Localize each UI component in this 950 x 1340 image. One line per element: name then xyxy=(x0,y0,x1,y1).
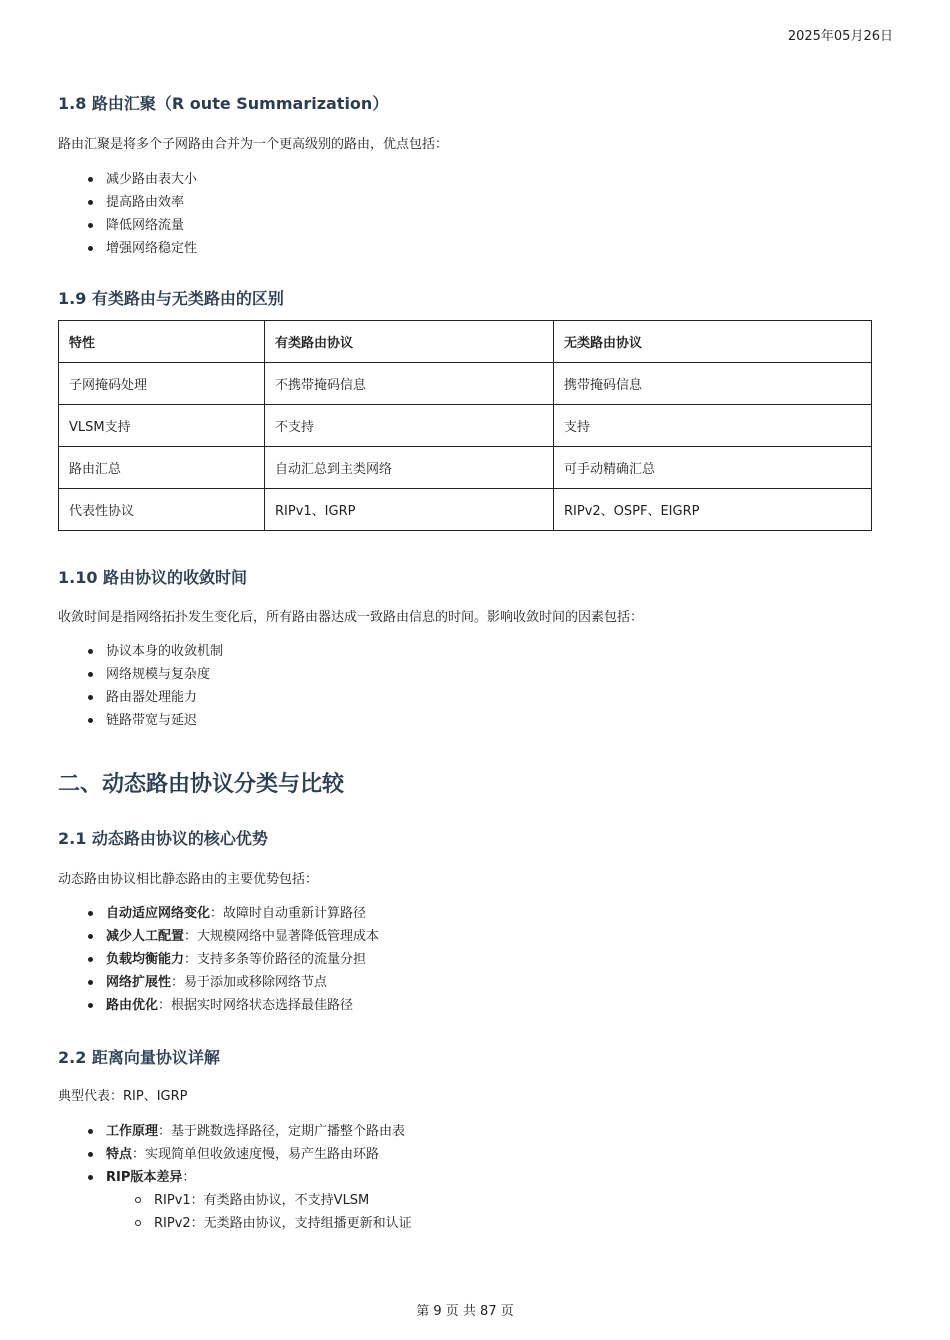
section-heading-1-8: 1.8 路由汇聚（R oute Summarization） xyxy=(58,94,389,113)
table-row xyxy=(59,363,872,405)
table-header-cell: 特性 xyxy=(59,321,265,363)
item-text: ：易于添加或移除网络节点 xyxy=(171,975,328,990)
page-number-footer: 第 9 页 共 87 页 xyxy=(416,1304,514,1319)
list-item: 链路带宽与延迟 xyxy=(58,709,223,732)
item-text: ： xyxy=(182,1170,196,1185)
item-label: 自动适应网络变化 xyxy=(106,906,211,921)
list-item xyxy=(58,1166,405,1189)
item-label: 减少人工配置 xyxy=(106,929,185,944)
bullet-list-2-1 xyxy=(58,902,379,1017)
table-cell: 可手动精确汇总 xyxy=(554,447,872,489)
table-row xyxy=(59,447,872,489)
section-intro-2-2: 典型代表：RIP、IGRP xyxy=(58,1089,188,1104)
item-text: ：大规模网络中显著降低管理成本 xyxy=(184,929,380,944)
item-text: ：基于跳数选择路径，定期广播整个路由表 xyxy=(158,1124,406,1139)
sub-list-item: RIPv1：有类路由协议，不支持VLSM xyxy=(58,1189,412,1212)
item-label: 负载均衡能力 xyxy=(106,952,185,967)
section-heading-2-1: 2.1 动态路由协议的核心优势 xyxy=(58,829,268,848)
list-item: 路由器处理能力 xyxy=(58,686,223,709)
table-cell: 子网掩码处理 xyxy=(59,363,265,405)
list-item xyxy=(58,994,379,1017)
item-label: 路由优化 xyxy=(106,998,159,1013)
item-label: 特点 xyxy=(106,1147,133,1162)
table-header-row xyxy=(59,321,872,363)
table-cell: RIPv2、OSPF、EIGRP xyxy=(554,489,872,531)
table-cell: 不支持 xyxy=(265,405,554,447)
list-item xyxy=(58,948,379,971)
list-item xyxy=(58,925,379,948)
list-item: 增强网络稳定性 xyxy=(58,237,197,260)
chapter-heading-2: 二、动态路由协议分类与比较 xyxy=(58,772,345,797)
table-cell: 支持 xyxy=(554,405,872,447)
section-heading-1-9: 1.9 有类路由与无类路由的区别 xyxy=(58,289,284,308)
list-item: 提高路由效率 xyxy=(58,191,197,214)
section-intro-1-10: 收敛时间是指网络拓扑发生变化后，所有路由器达成一致路由信息的时间。影响收敛时间的因素包括： xyxy=(58,610,644,625)
table-cell: 路由汇总 xyxy=(59,447,265,489)
table-header-cell: 无类路由协议 xyxy=(554,321,872,363)
list-item: 减少路由表大小 xyxy=(58,168,197,191)
list-item xyxy=(58,1120,405,1143)
item-text: ：实现简单但收敛速度慢，易产生路由环路 xyxy=(132,1147,380,1162)
list-item xyxy=(58,971,379,994)
list-item: 网络规模与复杂度 xyxy=(58,663,223,686)
table-cell: RIPv1、IGRP xyxy=(265,489,554,531)
item-text: ：支持多条等价路径的流量分担 xyxy=(184,952,367,967)
bullet-list-1-10 xyxy=(58,640,223,732)
list-item xyxy=(58,902,379,925)
table-cell: 自动汇总到主类网络 xyxy=(265,447,554,489)
sub-list-item: RIPv2：无类路由协议，支持组播更新和认证 xyxy=(58,1212,412,1235)
sub-list-rip-versions xyxy=(58,1189,412,1235)
list-item: 降低网络流量 xyxy=(58,214,197,237)
item-text: ：根据实时网络状态选择最佳路径 xyxy=(158,998,354,1013)
bullet-list-1-8 xyxy=(58,168,197,260)
list-item: 协议本身的收敛机制 xyxy=(58,640,223,663)
table-cell: 不携带掩码信息 xyxy=(265,363,554,405)
item-text: ：故障时自动重新计算路径 xyxy=(210,906,367,921)
table-cell: VLSM支持 xyxy=(59,405,265,447)
table-header-cell: 有类路由协议 xyxy=(265,321,554,363)
bullet-list-2-2 xyxy=(58,1120,405,1189)
section-heading-2-2: 2.2 距离向量协议详解 xyxy=(58,1048,220,1067)
item-label: 工作原理 xyxy=(106,1124,159,1139)
table-cell: 携带掩码信息 xyxy=(554,363,872,405)
section-heading-1-10: 1.10 路由协议的收敛时间 xyxy=(58,568,248,587)
list-item xyxy=(58,1143,405,1166)
document-date: 2025年05月26日 xyxy=(787,29,893,44)
table-cell: 代表性协议 xyxy=(59,489,265,531)
table-row xyxy=(59,489,872,531)
item-label: RIP版本差异 xyxy=(106,1170,183,1185)
item-label: 网络扩展性 xyxy=(106,975,172,990)
table-row xyxy=(59,405,872,447)
comparison-table xyxy=(58,320,872,531)
section-intro-1-8: 路由汇聚是将多个子网路由合并为一个更高级别的路由，优点包括： xyxy=(58,137,449,152)
section-intro-2-1: 动态路由协议相比静态路由的主要优势包括： xyxy=(58,872,319,887)
